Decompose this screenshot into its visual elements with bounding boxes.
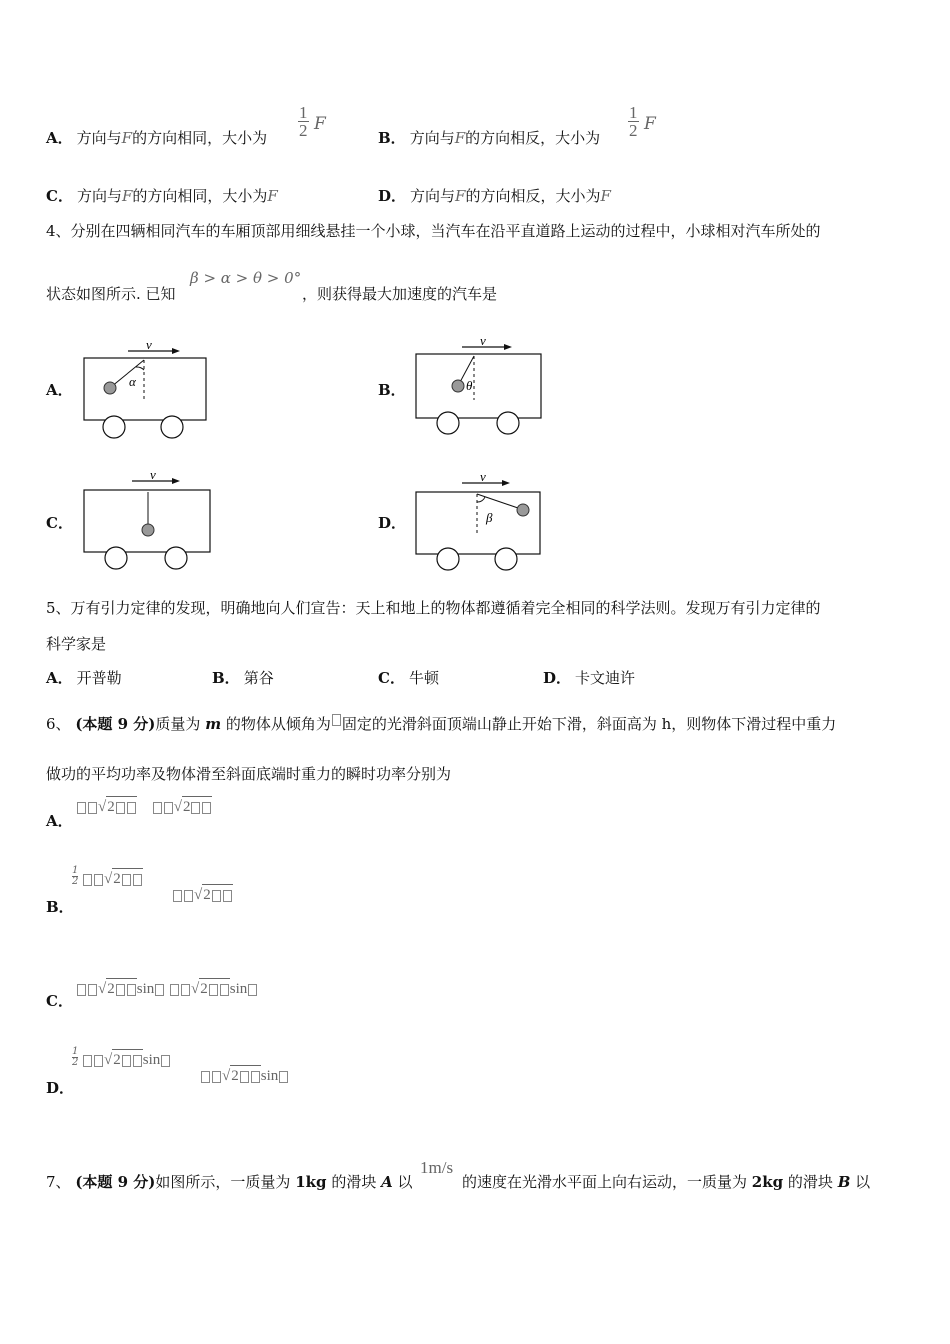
q7-stem-line1 xyxy=(46,1172,413,1192)
q6-option-d: D． xyxy=(46,1079,75,1097)
q4-stem-line2 xyxy=(46,284,176,304)
velocity-label: v xyxy=(146,337,152,352)
missing-glyph-icon xyxy=(155,984,164,996)
option-letter: D． xyxy=(543,669,572,687)
q4-option-d: D． xyxy=(378,514,407,532)
missing-glyph-icon xyxy=(116,984,125,996)
stem-text: 状态如图所示. 已知 xyxy=(46,285,176,303)
fraction-numerator: 1 xyxy=(72,865,79,876)
q6-formula-a: √2 √2 xyxy=(76,796,212,817)
sin-function: sin xyxy=(136,981,155,997)
half-fraction xyxy=(628,104,639,139)
car-diagram-c xyxy=(76,466,216,574)
angle-label: θ xyxy=(466,378,473,393)
question-number: 7、 xyxy=(46,1173,71,1191)
q3-option-d xyxy=(378,186,611,206)
option-letter: A． xyxy=(46,129,73,147)
q4-option-a: A． xyxy=(46,381,73,399)
sqrt-content: 2 xyxy=(107,981,115,997)
q3-option-a xyxy=(46,128,267,148)
q3-option-c xyxy=(46,186,278,206)
q5-option-b xyxy=(212,668,274,688)
missing-glyph-icon xyxy=(94,1055,103,1067)
mass-symbol: m xyxy=(205,715,222,733)
block-label: A xyxy=(381,1173,393,1191)
angle-label: β xyxy=(486,510,493,525)
fraction-denominator: 2 xyxy=(299,121,308,140)
missing-glyph-icon xyxy=(173,890,182,902)
sqrt-content: 2 xyxy=(231,1068,239,1084)
q6-option-a: A． xyxy=(46,812,73,830)
fraction-numerator: 1 xyxy=(72,1046,79,1057)
q7-stem-line1-cont xyxy=(462,1172,870,1192)
missing-glyph-icon xyxy=(212,1071,221,1083)
sin-function: sin xyxy=(142,1052,161,1068)
q5-option-d xyxy=(543,668,635,688)
missing-glyph-icon xyxy=(223,890,232,902)
missing-glyph-icon xyxy=(88,802,97,814)
force-symbol: F xyxy=(455,187,466,205)
option-text: 卡文迪许 xyxy=(575,669,636,687)
missing-glyph-icon xyxy=(184,890,193,902)
force-symbol: F xyxy=(267,187,278,205)
q5-stem-line2: 科学家是 xyxy=(46,635,107,653)
q5-stem-line1: 5、万有引力定律的发现，明确地向人们宣告：天上和地上的物体都遵循着完全相同的科学法则。发现万有引力定律的 xyxy=(46,599,821,617)
option-letter: B． xyxy=(378,129,406,147)
force-symbol: F xyxy=(314,114,326,134)
missing-glyph-icon xyxy=(116,802,125,814)
missing-glyph-icon xyxy=(212,890,221,902)
stem-text: 质量为 xyxy=(155,715,201,733)
fraction-numerator: 1 xyxy=(299,103,308,122)
sqrt-content: 2 xyxy=(113,871,121,887)
missing-glyph-icon xyxy=(127,802,136,814)
half-fraction xyxy=(72,1047,78,1068)
car-diagram-a xyxy=(76,336,216,441)
q6-formula-b-avg: √2 xyxy=(82,868,143,889)
missing-glyph-icon xyxy=(248,984,257,996)
velocity-label: v xyxy=(480,469,486,484)
velocity-label: v xyxy=(480,333,486,348)
speed-value: 1m/s xyxy=(420,1158,454,1177)
fraction-denominator: 2 xyxy=(72,876,79,887)
mass-value: 1kg xyxy=(295,1173,327,1191)
q5-option-c xyxy=(378,668,439,688)
option-letter: D． xyxy=(378,187,407,205)
stem-text: 的滑块 xyxy=(787,1173,833,1191)
missing-glyph-icon xyxy=(127,984,136,996)
missing-glyph-icon xyxy=(122,874,131,886)
stem-text: 如图所示，一质量为 xyxy=(155,1173,291,1191)
missing-glyph-icon xyxy=(122,1055,131,1067)
option-letter: C． xyxy=(378,669,405,687)
q6-formula-d-avg: √2 sin xyxy=(82,1049,171,1070)
sqrt-content: 2 xyxy=(113,1052,121,1068)
missing-glyph-icon xyxy=(191,802,200,814)
missing-glyph-icon xyxy=(153,802,162,814)
missing-glyph-icon xyxy=(220,984,229,996)
fraction-denominator: 2 xyxy=(72,1057,79,1068)
stem-text: ，则获得最大加速度的汽车是 xyxy=(302,285,498,303)
q6-stem-line1 xyxy=(46,714,836,734)
missing-glyph-icon xyxy=(251,1071,260,1083)
missing-glyph-icon xyxy=(170,984,179,996)
sqrt-content: 2 xyxy=(203,887,211,903)
option-text: 方向与 xyxy=(409,129,455,147)
option-letter: B． xyxy=(212,669,240,687)
missing-glyph-icon xyxy=(181,984,190,996)
half-fraction xyxy=(72,866,78,887)
q6-formula-d-inst: √2 sin xyxy=(200,1065,289,1086)
missing-glyph-icon xyxy=(240,1071,249,1083)
block-label: B xyxy=(837,1173,851,1191)
stem-text: 以 xyxy=(397,1173,413,1191)
missing-glyph-icon xyxy=(83,874,92,886)
q5-option-a xyxy=(46,668,122,688)
missing-glyph-icon xyxy=(77,984,86,996)
fraction-denominator: 2 xyxy=(629,121,638,140)
missing-glyph-icon xyxy=(133,1055,142,1067)
missing-glyph-icon xyxy=(77,802,86,814)
option-text: 的方向相同，大小为 xyxy=(132,187,268,205)
stem-text: 的物体从倾角为 xyxy=(225,715,331,733)
q4-stem-line1: 4、分别在四辆相同汽车的车厢顶部用细线悬挂一个小球，当汽车在沿平直道路上运动的过程中，小球相对汽车所处的 xyxy=(46,222,821,240)
missing-glyph-icon xyxy=(133,874,142,886)
option-text: 第谷 xyxy=(243,669,274,687)
option-text: 方向与 xyxy=(76,129,122,147)
force-symbol: F xyxy=(644,114,656,134)
question-score: (本题 9 分) xyxy=(75,1173,156,1191)
mass-value: 2kg xyxy=(751,1173,784,1191)
angle-condition: β > α > θ > 0° xyxy=(190,269,302,287)
stem-text: 以 xyxy=(855,1173,871,1191)
sqrt-content: 2 xyxy=(107,799,115,815)
car-diagram-d xyxy=(408,466,548,574)
option-text: 的方向相反，大小为 xyxy=(465,129,601,147)
missing-glyph-icon xyxy=(279,1071,288,1083)
force-symbol: F xyxy=(454,129,466,147)
sin-function: sin xyxy=(260,1068,279,1084)
q6-formula-b-inst: √2 xyxy=(172,884,233,905)
q6-stem-line2: 做功的平均功率及物体滑至斜面底端时重力的瞬时功率分别为 xyxy=(46,765,452,783)
option-text: 的方向相同，大小为 xyxy=(132,129,268,147)
sin-function: sin xyxy=(229,981,248,997)
q6-option-c: C． xyxy=(46,992,73,1010)
missing-glyph-icon xyxy=(164,802,173,814)
sqrt-content: 2 xyxy=(200,981,208,997)
missing-glyph-icon xyxy=(83,1055,92,1067)
option-letter: C． xyxy=(46,187,73,205)
option-text: 开普勒 xyxy=(76,669,122,687)
stem-text: 固定的光滑斜面顶端山静止开始下滑，斜面高为 h，则物体下滑过程中重力 xyxy=(341,715,837,733)
option-letter: A． xyxy=(46,669,73,687)
angle-label: α xyxy=(129,374,136,389)
q3-option-b xyxy=(378,128,600,148)
force-symbol: F xyxy=(121,187,133,205)
option-text: 方向与 xyxy=(410,187,456,205)
stem-text: 的滑块 xyxy=(331,1173,377,1191)
missing-glyph-icon xyxy=(332,714,341,726)
q6-option-b: B． xyxy=(46,898,74,916)
force-symbol: F xyxy=(121,129,133,147)
option-text: 方向与 xyxy=(76,187,122,205)
car-diagram-b xyxy=(408,332,548,440)
missing-glyph-icon xyxy=(94,874,103,886)
missing-glyph-icon xyxy=(201,1071,210,1083)
question-score: (本题 9 分) xyxy=(75,715,156,733)
stem-text: 的速度在光滑水平面上向右运动，一质量为 xyxy=(462,1173,748,1191)
q6-formula-c: √2 sin √2 sin xyxy=(76,978,258,999)
missing-glyph-icon xyxy=(88,984,97,996)
option-text: 牛顿 xyxy=(408,669,439,687)
missing-glyph-icon xyxy=(202,802,211,814)
force-symbol: F xyxy=(600,187,611,205)
q4-option-b: B． xyxy=(378,381,406,399)
option-text: 的方向相反，大小为 xyxy=(465,187,601,205)
half-fraction xyxy=(298,104,309,139)
missing-glyph-icon xyxy=(209,984,218,996)
velocity-label: v xyxy=(150,467,156,482)
sqrt-content: 2 xyxy=(182,799,191,815)
question-number: 6、 xyxy=(46,715,71,733)
missing-glyph-icon xyxy=(161,1055,170,1067)
q4-option-c: C． xyxy=(46,514,73,532)
fraction-numerator: 1 xyxy=(629,103,638,122)
